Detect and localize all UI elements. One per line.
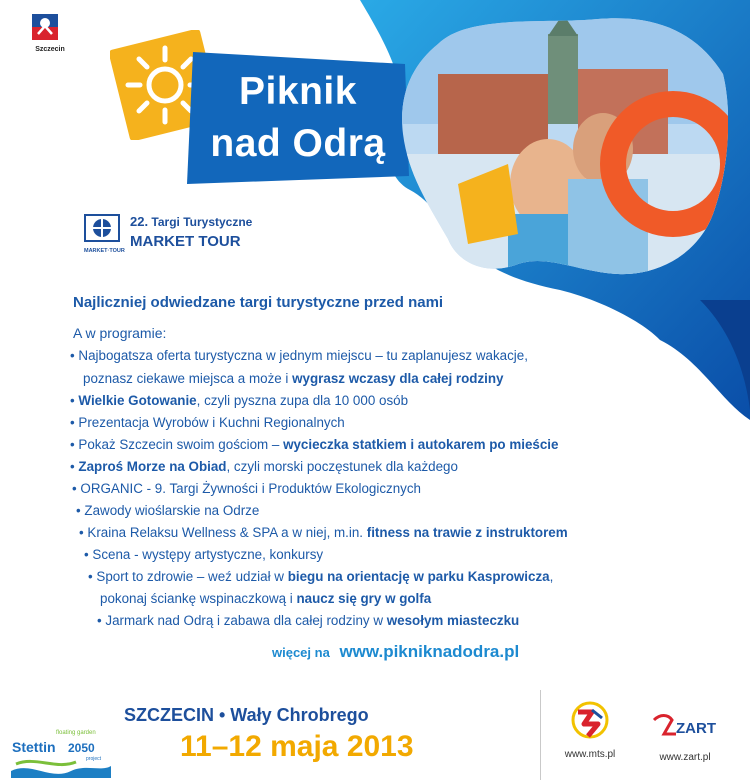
- title-line-2: nad Odrą: [210, 122, 386, 165]
- svg-text:Stettin: Stettin: [12, 739, 56, 755]
- event-dates: 11–12 maja 2013: [180, 730, 414, 763]
- website-link[interactable]: www.pikniknadodra.pl: [339, 642, 520, 661]
- more-info-label: więcej na: [272, 645, 330, 660]
- stettin-2050-logo: [6, 726, 116, 782]
- zart-logo-icon: [650, 712, 720, 742]
- zart-logo: [650, 712, 720, 763]
- event-title: [183, 48, 413, 188]
- market-tour-logo-caption: MARKET·TOUR: [84, 248, 125, 254]
- program-item: • Pokaż Szczecin swoim gościom – wycieczka statkiem i autokarem po mieście: [70, 437, 559, 452]
- mts-url[interactable]: www.mts.pl: [564, 749, 616, 760]
- svg-text:2050: 2050: [68, 741, 95, 755]
- svg-text:floating garden: floating garden: [56, 730, 96, 736]
- program-item: • Jarmark nad Odrą i zabawa dla całej rodziny w wesołym miasteczku: [97, 613, 520, 628]
- program-item: • Wielkie Gotowanie, czyli pyszna zupa dla 10 000 osób: [70, 393, 409, 408]
- svg-text:project: project: [86, 756, 102, 762]
- mts-logo: [562, 700, 618, 760]
- program-item: • ORGANIC - 9. Targi Żywności i Produktów Ekologicznych: [72, 481, 421, 496]
- more-info: [272, 642, 519, 662]
- program-item: • Zawody wioślarskie na Odrze: [76, 503, 260, 518]
- fair-name: MARKET TOUR: [130, 233, 241, 250]
- program-item: • Scena - występy artystyczne, konkursy: [84, 547, 324, 562]
- svg-text:ZART: ZART: [676, 720, 716, 737]
- program-item: • Sport to zdrowie – weź udział w biegu na orientację w parku Kasprowicza,: [88, 569, 554, 584]
- program-item: • Zaproś Morze na Obiad, czyli morski poczęstunek dla każdego: [70, 459, 458, 474]
- program-item: poznasz ciekawe miejsca a może i wygrasz wczasy dla całej rodziny: [83, 371, 504, 386]
- event-place: SZCZECIN • Wały Chrobrego: [124, 705, 369, 725]
- footer-divider: [540, 690, 541, 780]
- fair-edition: [130, 214, 252, 229]
- title-line-1: Piknik: [239, 70, 357, 113]
- szczecin-logo-icon: [32, 14, 58, 40]
- market-tour-logo: [84, 214, 125, 254]
- market-tour-icon: [84, 214, 120, 242]
- zart-url[interactable]: www.zart.pl: [659, 752, 711, 763]
- program-item: • Kraina Relaksu Wellness & SPA a w niej, m.in. fitness na trawie z instruktorem: [79, 525, 568, 540]
- szczecin-logo-text: Szczecin: [35, 46, 65, 53]
- mts-logo-icon: [562, 700, 618, 740]
- title-panel: [183, 48, 413, 188]
- program-intro: A w programie:: [73, 325, 167, 341]
- fair-edition-number: 22.: [130, 214, 149, 229]
- program-item: • Najbogatsza oferta turystyczna w jednym miejscu – tu zaplanujesz wakacje,: [70, 348, 528, 363]
- program-item: • Prezentacja Wyrobów i Kuchni Regionalnych: [70, 415, 345, 430]
- program-item: pokonaj ściankę wspinaczkową i naucz się gry w golfa: [100, 591, 432, 606]
- szczecin-city-logo: [32, 14, 68, 53]
- photo-collage: [398, 14, 728, 284]
- fair-edition-label: Targi Turystyczne: [151, 215, 253, 229]
- headline: Najliczniej odwiedzane targi turystyczne przed nami: [73, 294, 444, 311]
